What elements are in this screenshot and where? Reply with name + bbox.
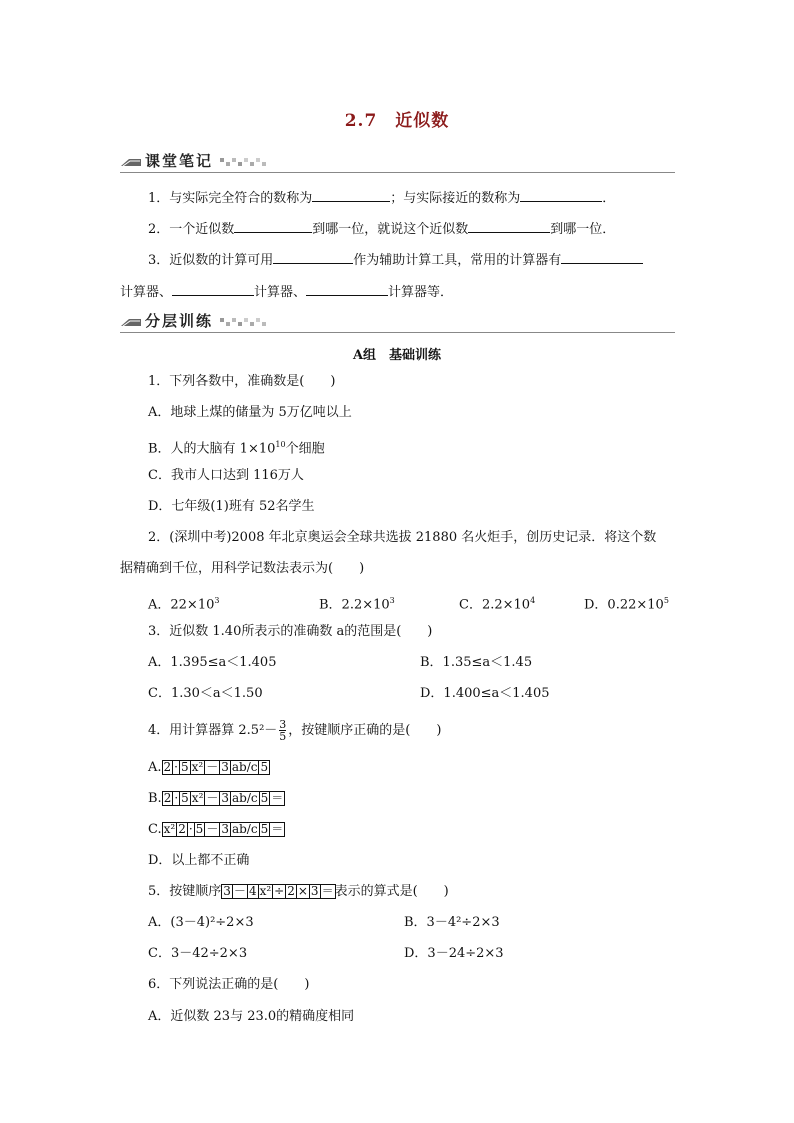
- calculator-key: ·: [188, 822, 193, 836]
- q4-option-c[interactable]: C. x² 2 · 5 － 3 ab/c 5 ＝: [148, 822, 284, 837]
- q3-stem: 3．近似数 1.40所表示的准确数 a的范围是( ): [148, 624, 433, 639]
- calculator-key: 3: [223, 884, 231, 898]
- q5-option-d[interactable]: D．3－24÷2×3: [404, 946, 504, 961]
- answer-blank[interactable]: [312, 188, 390, 202]
- q5-option-a[interactable]: A．(3－4)²÷2×3: [148, 915, 254, 930]
- dots-decoration-icon: [220, 156, 270, 168]
- notes-q2: 2．一个近似数 到哪一位，就说这个近似数 到哪一位．: [148, 219, 615, 238]
- answer-blank[interactable]: [273, 250, 353, 264]
- q2-stem-line1: 2．(深圳中考)2008 年北京奥运会全球共选拔 21880 名火炬手，创历史记录．将这个数: [148, 530, 657, 545]
- q1-option-b[interactable]: B．人的大脑有 $1\times 10^{10}$个细胞: [148, 440, 325, 457]
- q2-option-a[interactable]: A．$22\times 10^3$: [148, 596, 220, 613]
- calculator-key: x²: [163, 822, 176, 836]
- fraction: $\frac{3}{5}$: [279, 718, 287, 743]
- group-heading: A组 基础训练: [352, 348, 442, 363]
- key-sequence: [162, 822, 285, 837]
- section-banner-training: [120, 310, 675, 333]
- section-title-training: 分层训练: [145, 312, 214, 330]
- calculator-key: ×: [297, 884, 308, 898]
- notes-q1: 1．与实际完全符合的数称为 ；与实际接近的数称为 ．: [148, 188, 615, 207]
- calculator-key: 3: [221, 760, 229, 774]
- q2-option-d[interactable]: D．$0.22\times 10^5$: [584, 596, 669, 613]
- calculator-key: 5: [181, 760, 189, 774]
- answer-blank[interactable]: [172, 282, 254, 296]
- q3-option-d[interactable]: D．1.400≤a＜1.405: [420, 686, 550, 701]
- q5-stem: 5．按键顺序 3 － 4 x² ÷ 2 × 3 ＝表示的算式是( ): [148, 884, 449, 899]
- calculator-key: 5: [195, 822, 204, 836]
- calculator-key: ＝: [321, 884, 334, 898]
- q6-option-a[interactable]: A．近似数 23与 23.0的精确度相同: [148, 1009, 355, 1024]
- q1-option-d[interactable]: D．七年级(1)班有 52名学生: [148, 499, 315, 514]
- q4-stem: 4．用计算器算 2.5²－ $\frac{3}{5}$ ，按键顺序正确的是( ): [148, 718, 442, 743]
- key-sequence: [162, 791, 285, 806]
- q4-option-a[interactable]: A. 2 · 5 x² － 3 ab/c 5: [148, 760, 269, 775]
- calculator-key: ＝: [271, 791, 284, 805]
- calculator-key: 3: [310, 884, 319, 898]
- q3-option-b[interactable]: B．1.35≤a＜1.45: [420, 655, 533, 670]
- calculator-key: －: [206, 760, 219, 774]
- q4-option-d[interactable]: D．以上都不正确: [148, 853, 250, 868]
- answer-blank[interactable]: [306, 282, 388, 296]
- notes-q3-cont: 计算器、 计算器、 计算器等．: [120, 282, 453, 301]
- answer-blank[interactable]: [468, 219, 550, 233]
- calculator-key: －: [233, 884, 246, 898]
- key-sequence: [162, 760, 270, 775]
- calculator-key: 5: [260, 822, 269, 836]
- calculator-key: ＝: [271, 822, 284, 836]
- q2-option-c[interactable]: C．$2.2\times 10^4$: [459, 596, 536, 613]
- section-title-notes: 课堂笔记: [145, 152, 214, 170]
- page-title: 2.7 近似数: [344, 111, 450, 131]
- calculator-key: ab/c: [231, 760, 258, 774]
- calculator-key: 2: [178, 822, 186, 836]
- calculator-key: 5: [260, 791, 269, 805]
- q3-option-c[interactable]: C．1.30＜a＜1.50: [148, 686, 263, 701]
- calculator-key: x²: [191, 791, 204, 805]
- calculator-key: ·: [174, 760, 178, 774]
- calculator-key: －: [206, 822, 219, 836]
- answer-blank[interactable]: [561, 250, 643, 264]
- calculator-key: ab/c: [231, 822, 258, 836]
- q6-stem: 6．下列说法正确的是( ): [148, 977, 310, 992]
- calculator-key: 4: [248, 884, 257, 898]
- pen-icon: [120, 156, 142, 168]
- pen-icon: [120, 316, 142, 328]
- calculator-key: ab/c: [232, 791, 258, 805]
- q4-option-b[interactable]: B. 2 · 5 x² － 3 ab/c 5 ＝: [148, 791, 284, 806]
- calculator-key: ·: [174, 791, 179, 805]
- q2-stem-line2: 据精确到千位，用科学记数法表示为( ): [120, 561, 365, 576]
- q2-option-b[interactable]: B．$2.2\times 10^3$: [319, 596, 395, 613]
- q1-stem: 1．下列各数中，准确数是( ): [148, 374, 336, 389]
- calculator-key: －: [206, 791, 219, 805]
- calculator-key: x²: [259, 884, 272, 898]
- answer-blank[interactable]: [234, 219, 312, 233]
- calculator-key: 2: [287, 884, 295, 898]
- q1-option-c[interactable]: C．我市人口达到 116万人: [148, 468, 304, 483]
- q5-option-b[interactable]: B．3－4²÷2×3: [404, 915, 500, 930]
- section-banner-notes: [120, 150, 675, 173]
- calculator-key: 3: [221, 791, 230, 805]
- calculator-key: 2: [163, 760, 172, 774]
- calculator-key: 3: [221, 822, 229, 836]
- q1-option-a[interactable]: A．地球上煤的储量为 5万亿吨以上: [148, 405, 352, 420]
- dots-decoration-icon: [220, 316, 270, 328]
- calculator-key: 5: [260, 760, 269, 774]
- calculator-key: 5: [181, 791, 189, 805]
- answer-blank[interactable]: [520, 188, 602, 202]
- key-sequence: [221, 884, 334, 899]
- calculator-key: ÷: [274, 884, 285, 898]
- calculator-key: x²: [191, 760, 204, 774]
- q3-option-a[interactable]: A．1.395≤a＜1.405: [148, 655, 277, 670]
- notes-q3: 3．近似数的计算可用 作为辅助计算工具，常用的计算器有: [148, 250, 643, 269]
- calculator-key: 2: [163, 791, 172, 805]
- q5-option-c[interactable]: C．3－42÷2×3: [148, 946, 248, 961]
